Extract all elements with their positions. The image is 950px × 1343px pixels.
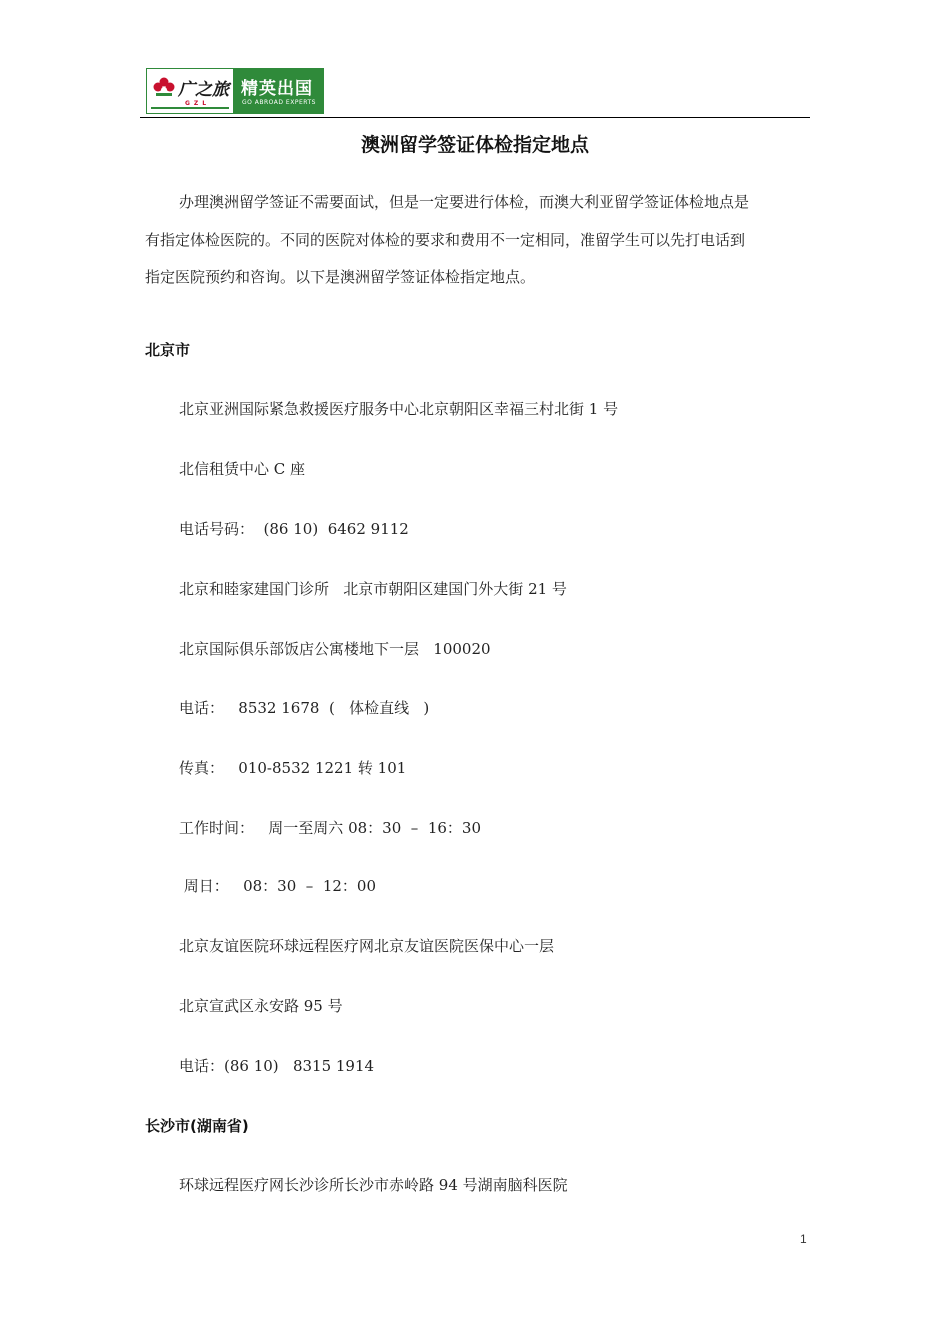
company-logo xyxy=(146,68,324,114)
entry-line: 北京和睦家建国门诊所 北京市朝阳区建国门外大街 21 号 xyxy=(179,580,567,598)
logo-brand-block xyxy=(147,69,233,113)
logo-tagline-cn: 精英出国 xyxy=(241,79,313,99)
entry-line: 电话号码： (86 10) 6462 9112 xyxy=(179,520,409,538)
entry-line: 电话：(86 10) 8315 1914 xyxy=(179,1057,375,1075)
logo-tagline-block xyxy=(233,69,323,113)
entry-line: 环球远程医疗网长沙诊所长沙市赤岭路 94 号湖南脑科医院 xyxy=(179,1176,568,1194)
header-divider xyxy=(140,117,810,118)
logo-tagline-en: GO ABROAD EXPERTS xyxy=(242,99,316,106)
intro-line: 有指定体检医院的。不同的医院对体检的要求和费用不一定相同，准留学生可以先打电话到 xyxy=(145,230,746,249)
entry-line: 工作时间： 周一至周六 08：30 – 16：30 xyxy=(179,819,481,837)
entry-line: 北京友谊医院环球远程医疗网北京友谊医院医保中心一层 xyxy=(179,937,555,955)
flower-icon xyxy=(153,77,175,99)
logo-brand-name: 广之旅 xyxy=(178,80,229,100)
intro-paragraph xyxy=(145,184,810,297)
intro-line: 指定医院预约和咨询。以下是澳洲留学签证体检指定地点。 xyxy=(145,268,536,286)
page-header xyxy=(146,68,810,118)
page-number: 1 xyxy=(800,1232,807,1246)
entry-line: 北信租赁中心 C 座 xyxy=(179,460,306,478)
logo-brand-sub: GZL xyxy=(185,100,211,107)
logo-underbar xyxy=(151,107,229,109)
entry-line: 传真： 010-8532 1221 转 101 xyxy=(179,759,407,777)
entry-line: 北京亚洲国际紧急救援医疗服务中心北京朝阳区幸福三村北街 1 号 xyxy=(179,400,619,418)
section-heading-changsha: 长沙市(湖南省) xyxy=(145,1117,249,1135)
entry-line: 周日： 08：30 – 12：00 xyxy=(179,877,376,895)
section-heading-beijing: 北京市 xyxy=(145,341,191,359)
entry-line: 北京宣武区永安路 95 号 xyxy=(179,997,343,1015)
entry-line: 北京国际俱乐部饭店公寓楼地下一层 100020 xyxy=(179,640,491,658)
entry-line: 电话： 8532 1678 ( 体检直线 ) xyxy=(179,699,430,717)
intro-line: 办理澳洲留学签证不需要面试，但是一定要进行体检，而澳大利亚留学签证体检地点是 xyxy=(179,193,750,211)
document-title: 澳洲留学签证体检指定地点 xyxy=(360,134,589,156)
